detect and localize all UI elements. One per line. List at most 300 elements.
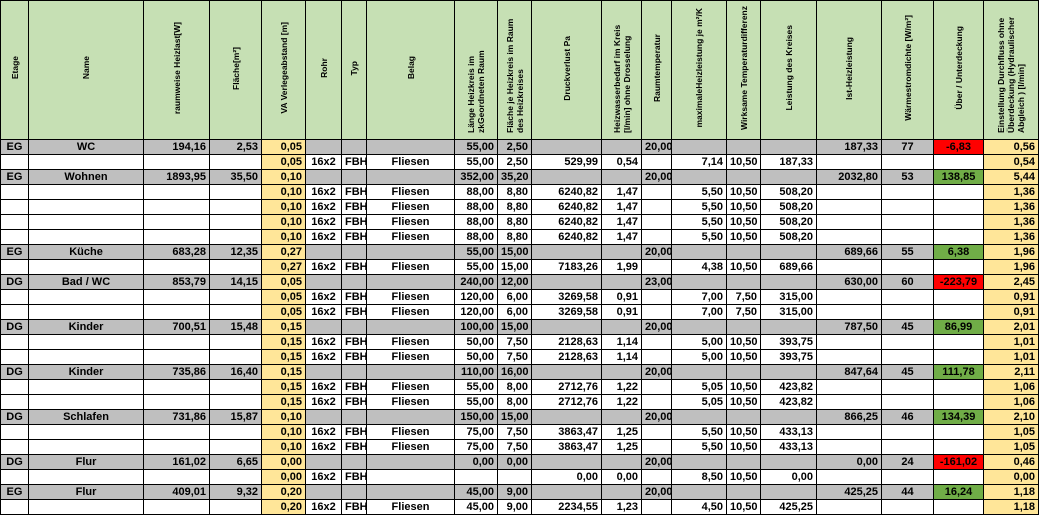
table-cell: 3863,47 [532,425,602,440]
table-cell: 7183,26 [532,260,602,275]
table-cell: 1,06 [984,380,1039,395]
table-cell: FBH [342,500,367,515]
table-cell: 10,50 [727,500,761,515]
table-cell: 1893,95 [144,170,210,185]
table-cell: 55,00 [455,155,498,170]
table-cell: 9,32 [210,485,262,500]
table-cell: 16x2 [306,335,342,350]
table-cell: 508,20 [761,215,817,230]
table-cell [1,395,29,410]
table-cell: 187,33 [817,140,882,155]
column-header [262,1,306,140]
table-cell: 16x2 [306,290,342,305]
table-cell: 529,99 [532,155,602,170]
table-cell [29,395,144,410]
table-cell: 10,50 [727,185,761,200]
table-cell: 2128,63 [532,350,602,365]
table-cell [210,335,262,350]
table-cell: 10,50 [727,200,761,215]
table-cell [342,275,367,290]
table-cell: 10,50 [727,470,761,485]
table-cell: 8,00 [498,395,532,410]
table-cell [306,455,342,470]
table-cell: 3269,58 [532,305,602,320]
table-cell: 7,00 [672,305,727,320]
column-header-label: Wärmestromdichte [W/m²] [902,15,913,121]
table-cell [817,290,882,305]
table-cell [672,245,727,260]
column-header [602,1,642,140]
table-cell [727,245,761,260]
table-cell [817,200,882,215]
table-cell: 45 [882,320,934,335]
table-cell [817,440,882,455]
table-cell [29,380,144,395]
table-cell: 1,99 [602,260,642,275]
table-cell: 7,00 [672,290,727,305]
table-cell [1,200,29,215]
table-cell: 50,00 [455,350,498,365]
table-cell [672,320,727,335]
table-cell [882,380,934,395]
table-cell: 0,91 [602,290,642,305]
table-cell [672,140,727,155]
table-cell [455,470,498,485]
table-cell: 45,00 [455,485,498,500]
table-cell: 8,00 [498,380,532,395]
table-cell: DG [1,365,29,380]
table-cell [642,185,672,200]
table-cell [144,470,210,485]
table-cell: 689,66 [761,260,817,275]
table-cell [367,275,455,290]
table-cell: 2,11 [984,365,1039,380]
table-cell: 1,05 [984,440,1039,455]
table-cell: 20,00 [642,140,672,155]
table-cell: 110,00 [455,365,498,380]
column-header [210,1,262,140]
table-cell [761,455,817,470]
table-cell [144,350,210,365]
table-cell: 2712,76 [532,395,602,410]
table-cell [29,260,144,275]
column-header-label: Ist-Heizleistung [844,36,854,100]
column-header-label: Länge Heizkreis im zkGeordneten Raum [466,50,486,133]
table-cell: 1,22 [602,395,642,410]
table-cell: 20,00 [642,455,672,470]
table-cell [210,380,262,395]
table-cell [532,320,602,335]
table-cell [817,185,882,200]
table-cell: 0,10 [262,185,306,200]
table-cell: 20,00 [642,320,672,335]
table-cell [1,290,29,305]
table-cell: 55,00 [455,140,498,155]
table-cell [934,200,984,215]
table-cell: 0,46 [984,455,1039,470]
table-cell [1,350,29,365]
table-cell: 0,00 [498,455,532,470]
table-cell: 508,20 [761,230,817,245]
column-header [342,1,367,140]
table-cell: 16x2 [306,395,342,410]
table-cell [817,470,882,485]
table-cell: 847,64 [817,365,882,380]
table-cell: 1,14 [602,350,642,365]
table-cell: 8,80 [498,230,532,245]
table-cell: Fliesen [367,440,455,455]
table-cell: Schlafen [29,410,144,425]
column-header-label: maximaleHeizleistung je m²/K [694,8,704,128]
table-cell: 45,00 [455,500,498,515]
table-cell [727,365,761,380]
table-cell: FBH [342,155,367,170]
table-cell: 1,06 [984,395,1039,410]
table-cell [367,170,455,185]
column-header-label: Name [81,56,91,80]
table-cell [210,500,262,515]
table-cell: 0,10 [262,200,306,215]
table-cell [342,455,367,470]
table-cell: 16x2 [306,440,342,455]
table-cell: 16x2 [306,260,342,275]
column-header [498,1,532,140]
table-cell [306,485,342,500]
table-cell: 16x2 [306,305,342,320]
table-cell [934,215,984,230]
table-cell [934,335,984,350]
circuit-row [1,305,1039,320]
table-cell [672,275,727,290]
table-cell: 10,50 [727,380,761,395]
table-cell [29,425,144,440]
table-cell [29,290,144,305]
table-cell [642,440,672,455]
table-cell [934,350,984,365]
room-row [1,410,1039,425]
table-cell [342,320,367,335]
table-cell: 4,38 [672,260,727,275]
table-cell [672,410,727,425]
table-cell [532,455,602,470]
table-cell: 1,18 [984,500,1039,515]
column-header [144,1,210,140]
table-cell [29,155,144,170]
table-cell [29,185,144,200]
column-header-label: Druckverlust Pa [561,35,572,101]
table-cell: 5,50 [672,440,727,455]
table-cell: FBH [342,380,367,395]
table-cell: 46 [882,410,934,425]
table-cell: 20,00 [642,410,672,425]
table-cell: 14,15 [210,275,262,290]
table-cell: Wohnen [29,170,144,185]
table-cell: Bad / WC [29,275,144,290]
table-cell: 393,75 [761,350,817,365]
table-cell: 5,44 [984,170,1039,185]
table-cell: 5,00 [672,335,727,350]
table-cell: 0,00 [602,470,642,485]
table-cell: 75,00 [455,425,498,440]
table-cell: 5,50 [672,200,727,215]
table-cell: 16,24 [934,485,984,500]
table-cell [672,485,727,500]
table-cell: EG [1,485,29,500]
table-cell [210,215,262,230]
table-cell [934,425,984,440]
table-cell: 1,25 [602,425,642,440]
table-cell: 0,00 [262,455,306,470]
table-cell [342,170,367,185]
table-cell: 86,99 [934,320,984,335]
table-cell [602,245,642,260]
circuit-row [1,200,1039,215]
table-cell [210,470,262,485]
table-cell: FBH [342,470,367,485]
table-cell [367,365,455,380]
table-cell [882,395,934,410]
table-cell [934,305,984,320]
table-cell: 0,54 [984,155,1039,170]
table-cell [727,410,761,425]
table-cell [817,215,882,230]
table-cell: 16x2 [306,185,342,200]
column-header-label: Heizwasserbedarf im Kreis [l/min] ohne Drosselung [611,24,632,133]
table-cell [498,470,532,485]
table-cell: 6,65 [210,455,262,470]
table-cell [817,260,882,275]
table-cell: 787,50 [817,320,882,335]
table-cell: 508,20 [761,185,817,200]
table-cell: 16,00 [498,365,532,380]
table-cell [817,395,882,410]
column-header-label: Rohr [318,58,329,78]
table-cell: Fliesen [367,230,455,245]
table-cell: Flur [29,485,144,500]
table-cell [210,185,262,200]
column-header [761,1,817,140]
room-row [1,140,1039,155]
column-header [29,1,144,140]
table-cell: 5,50 [672,230,727,245]
table-cell: 15,00 [498,245,532,260]
table-cell [210,395,262,410]
table-cell [210,200,262,215]
table-cell [642,500,672,515]
table-cell [934,260,984,275]
table-cell: 5,50 [672,215,727,230]
table-cell: 630,00 [817,275,882,290]
table-cell [144,155,210,170]
table-cell: 0,05 [262,155,306,170]
table-cell: 35,20 [498,170,532,185]
table-cell: FBH [342,215,367,230]
table-cell: 0,00 [761,470,817,485]
table-cell [144,500,210,515]
table-cell: 5,05 [672,380,727,395]
table-cell [672,365,727,380]
table-cell [29,335,144,350]
table-cell: 10,50 [727,395,761,410]
table-cell: 2712,76 [532,380,602,395]
table-cell: Fliesen [367,350,455,365]
table-cell: 20,00 [642,485,672,500]
table-cell: 1,05 [984,425,1039,440]
table-cell [761,365,817,380]
table-cell: 2,01 [984,320,1039,335]
table-cell [1,425,29,440]
table-cell [29,215,144,230]
table-cell: 1,22 [602,380,642,395]
table-cell: 15,87 [210,410,262,425]
table-cell: FBH [342,395,367,410]
table-cell [817,500,882,515]
table-cell [210,260,262,275]
table-cell: 1,14 [602,335,642,350]
table-cell: 425,25 [761,500,817,515]
circuit-row [1,425,1039,440]
room-row [1,365,1039,380]
table-cell: 16x2 [306,425,342,440]
table-cell: 5,50 [672,425,727,440]
table-cell [1,305,29,320]
table-cell: 7,50 [498,440,532,455]
table-cell: 20,00 [642,170,672,185]
table-cell: 10,50 [727,155,761,170]
table-cell [144,260,210,275]
table-cell: 0,15 [262,335,306,350]
table-cell [642,155,672,170]
table-cell: 15,00 [498,320,532,335]
table-cell: 6240,82 [532,200,602,215]
table-cell: 15,00 [498,410,532,425]
table-cell [817,155,882,170]
table-cell: Küche [29,245,144,260]
table-cell: 88,00 [455,230,498,245]
table-cell [306,320,342,335]
table-cell: Fliesen [367,305,455,320]
table-cell [882,215,934,230]
table-cell: 194,16 [144,140,210,155]
table-cell [144,395,210,410]
table-cell: 2,45 [984,275,1039,290]
column-header [817,1,882,140]
table-cell [934,395,984,410]
table-cell: 0,15 [262,365,306,380]
table-cell [761,485,817,500]
table-cell: DG [1,455,29,470]
table-cell [934,470,984,485]
table-cell: 161,02 [144,455,210,470]
table-cell [642,350,672,365]
table-cell: 1,01 [984,350,1039,365]
table-cell: 240,00 [455,275,498,290]
table-cell [210,290,262,305]
table-cell: 0,15 [262,395,306,410]
table-cell: 0,91 [602,305,642,320]
table-cell: 8,80 [498,215,532,230]
column-header [306,1,342,140]
table-cell: 0,15 [262,350,306,365]
table-cell [367,320,455,335]
table-cell: 0,05 [262,275,306,290]
table-cell: 1,18 [984,485,1039,500]
table-cell [817,425,882,440]
table-cell [672,455,727,470]
table-cell: Kinder [29,365,144,380]
table-cell: 3863,47 [532,440,602,455]
table-cell: 16x2 [306,500,342,515]
table-cell: 20,00 [642,365,672,380]
table-body [1,140,1039,515]
table-cell: FBH [342,185,367,200]
table-cell: 0,10 [262,215,306,230]
column-header [642,1,672,140]
table-cell: 16x2 [306,155,342,170]
table-cell [642,215,672,230]
table-cell: 50,00 [455,335,498,350]
table-cell: 0,00 [532,470,602,485]
table-cell [642,335,672,350]
table-cell: 187,33 [761,155,817,170]
table-cell [602,320,642,335]
table-cell [306,245,342,260]
table-cell [761,410,817,425]
table-cell: 0,15 [262,320,306,335]
room-row [1,170,1039,185]
table-cell: 55,00 [455,380,498,395]
table-cell: 0,10 [262,230,306,245]
table-cell: Fliesen [367,260,455,275]
table-cell: 88,00 [455,215,498,230]
table-cell [727,455,761,470]
table-cell [342,365,367,380]
table-cell: -6,83 [934,140,984,155]
table-cell: EG [1,245,29,260]
table-cell [210,440,262,455]
table-cell: Flur [29,455,144,470]
table-cell [144,290,210,305]
circuit-row [1,335,1039,350]
table-cell: Fliesen [367,290,455,305]
table-cell [210,425,262,440]
table-cell [882,425,934,440]
table-cell [1,380,29,395]
circuit-row [1,260,1039,275]
table-cell: 5,05 [672,395,727,410]
table-cell: 10,50 [727,440,761,455]
table-cell [306,140,342,155]
table-cell: 1,96 [984,245,1039,260]
table-cell [727,320,761,335]
table-cell: 1,23 [602,500,642,515]
table-cell: 16,40 [210,365,262,380]
table-cell: -161,02 [934,455,984,470]
table-cell: 1,25 [602,440,642,455]
table-cell: WC [29,140,144,155]
table-cell: 7,50 [727,290,761,305]
column-header-label: Etage [9,56,20,80]
table-cell [342,410,367,425]
circuit-row [1,380,1039,395]
circuit-row [1,155,1039,170]
table-cell [29,350,144,365]
table-cell [144,230,210,245]
table-cell: 0,05 [262,290,306,305]
table-cell: FBH [342,425,367,440]
table-cell [602,485,642,500]
table-cell: 0,00 [455,455,498,470]
